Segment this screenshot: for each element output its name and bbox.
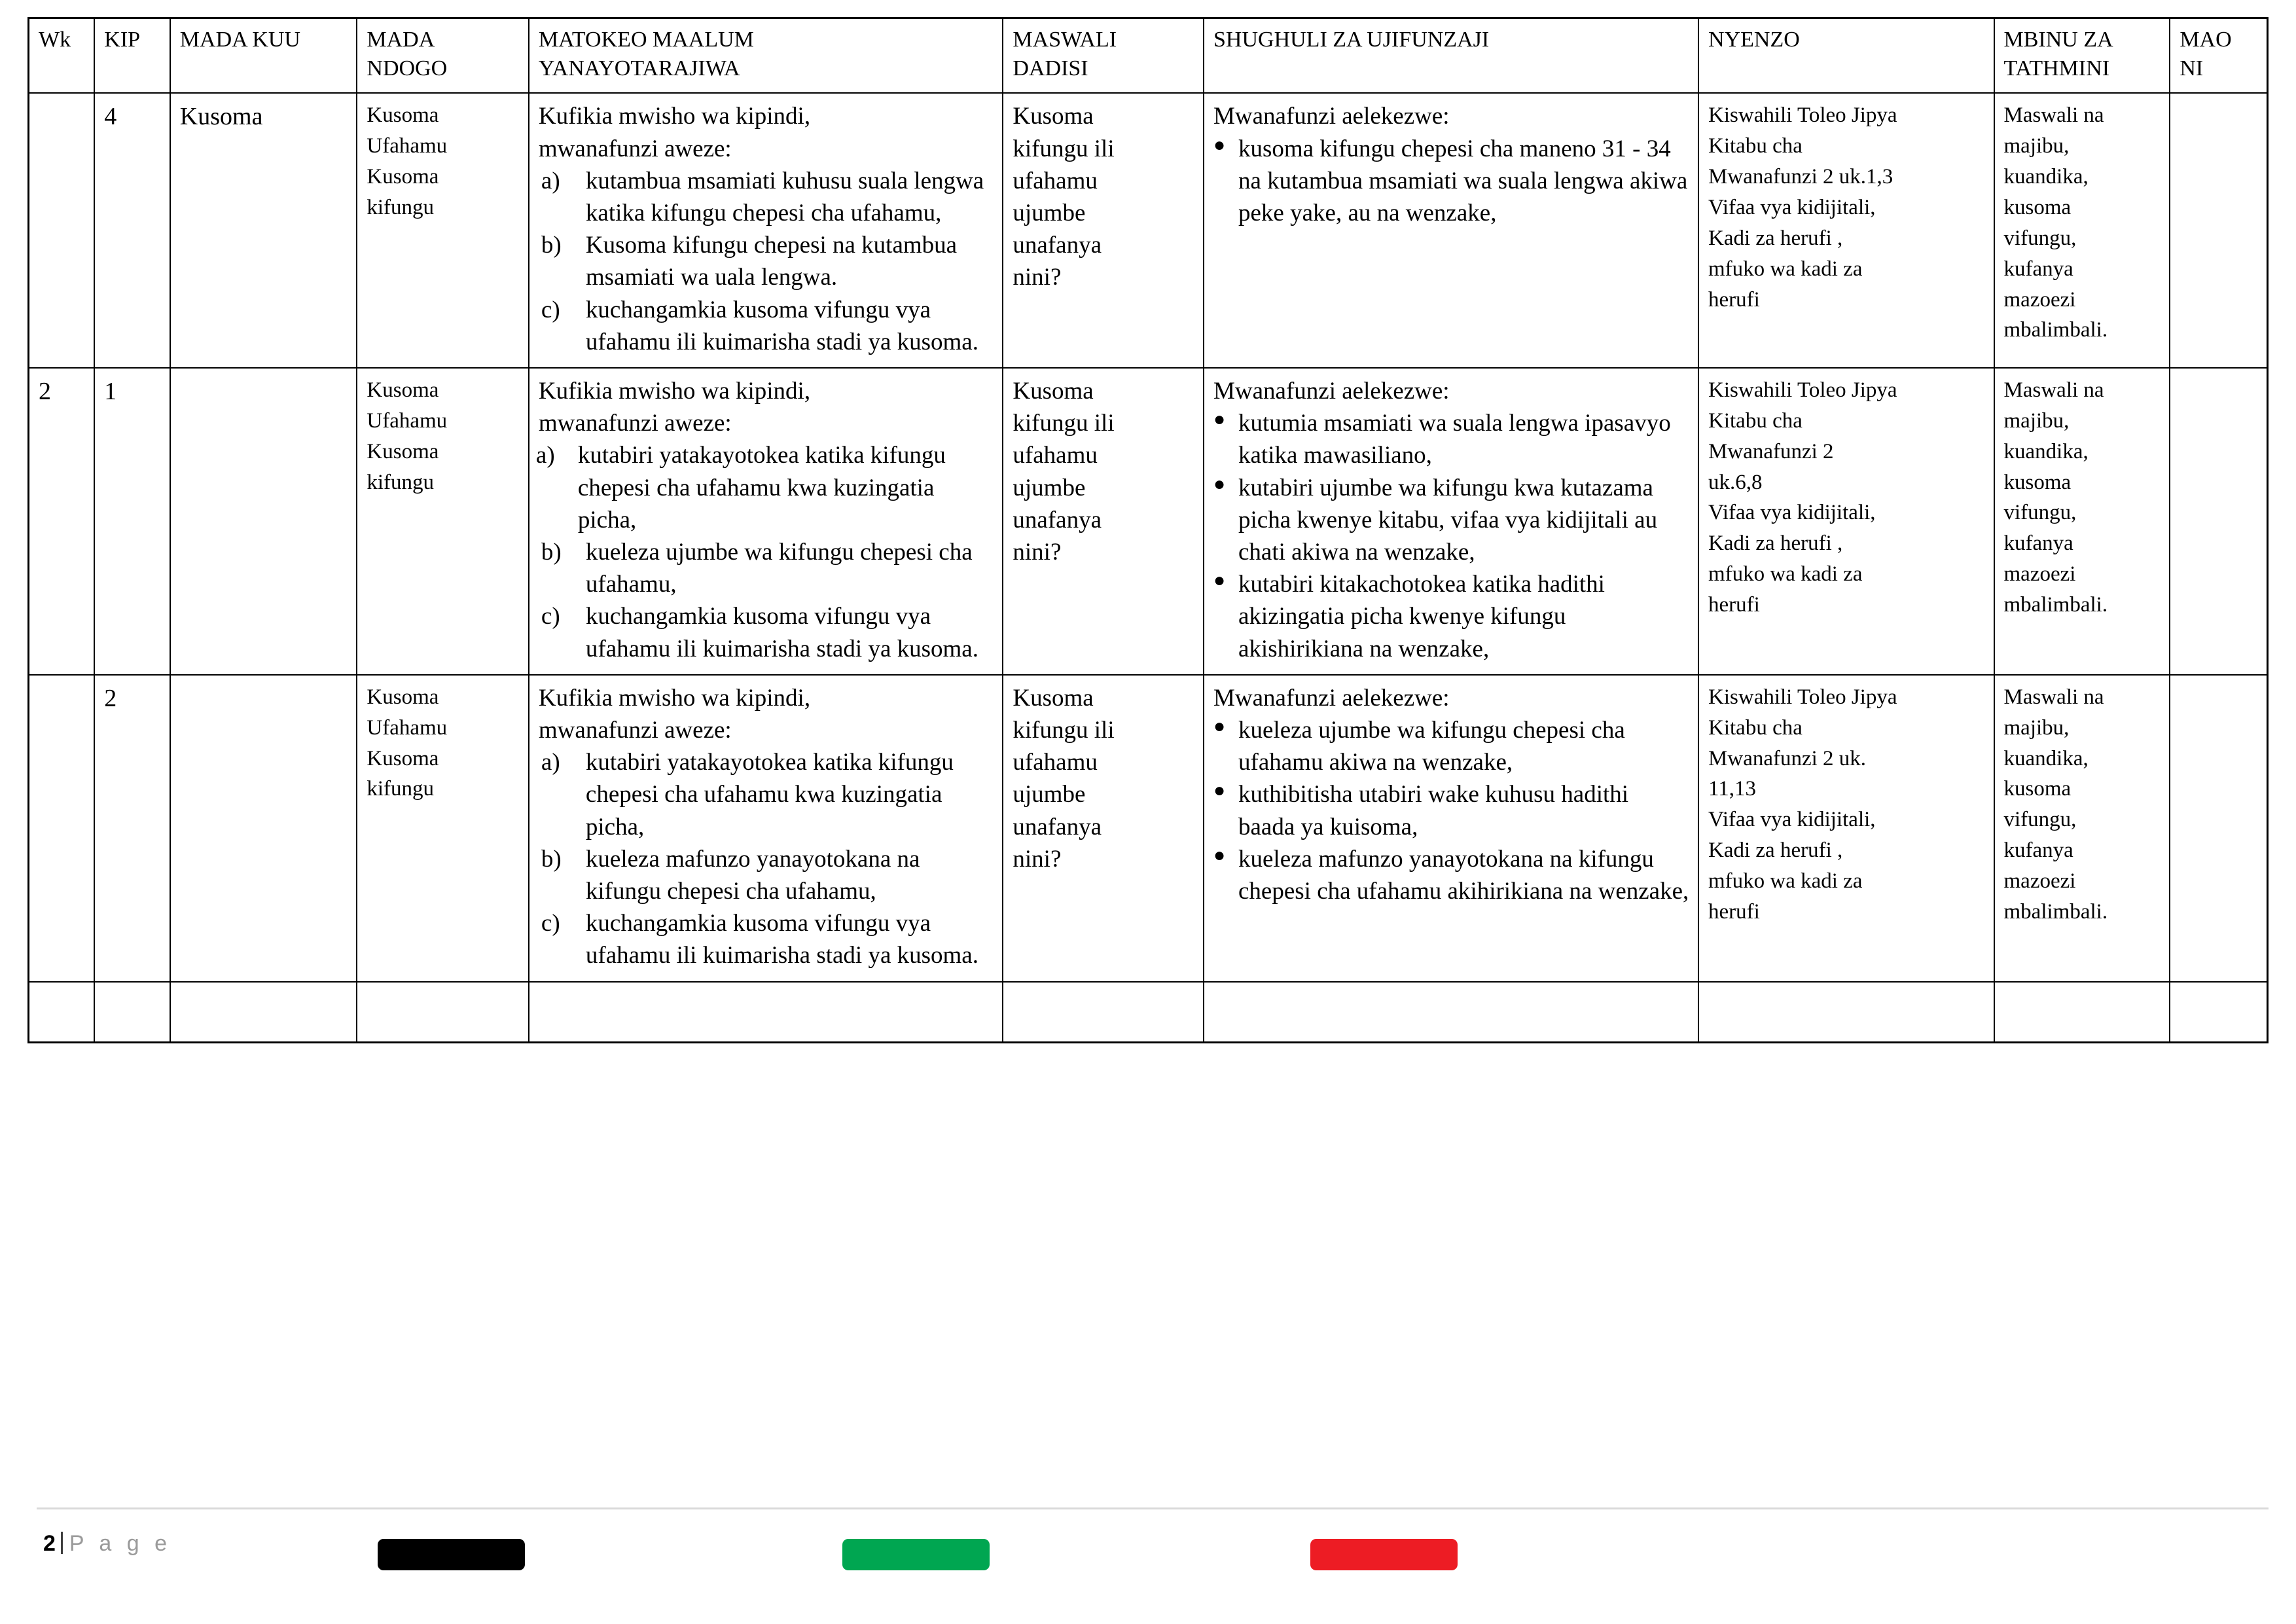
nyenzo-line: Vifaa vya kidijitali, <box>1708 195 1876 219</box>
nyenzo-line: herufi <box>1708 593 1760 617</box>
cell-matokeo <box>529 368 1003 675</box>
footer-color-bars <box>27 1539 2269 1578</box>
matokeo-lead-line: Kufikia mwisho wa kipindi, <box>538 684 811 712</box>
matokeo-list <box>539 165 995 358</box>
mada-ndogo-line: Kusoma <box>367 378 439 402</box>
list-marker: a) <box>541 167 560 194</box>
cell-nyenzo <box>1698 93 1994 368</box>
cell-maswali <box>1003 368 1204 675</box>
shughuli-lead: Mwanafunzi aelekezwe: <box>1213 378 1450 405</box>
mada-ndogo-line: Kusoma <box>367 746 439 770</box>
maswali-line: ujumbe <box>1013 199 1086 226</box>
cell-mada-kuu <box>170 368 357 675</box>
cell-kip <box>94 982 170 1043</box>
red-bar <box>1310 1539 1458 1570</box>
maswali-line: ujumbe <box>1013 474 1086 501</box>
list-marker: c) <box>541 296 560 323</box>
cell-maswali <box>1003 982 1204 1043</box>
mbinu-line: mbalimbali. <box>2003 899 2108 924</box>
nyenzo-line: uk.6,8 <box>1708 470 1763 494</box>
page-footer <box>27 1507 2269 1606</box>
list-text: kueleza mafunzo yanayotokana na kifungu chepesi cha ufahamu akihirikiana na wenzake, <box>1238 845 1689 905</box>
shughuli-list-item <box>1213 843 1690 907</box>
nyenzo-line: Kiswahili Toleo Jipya <box>1708 103 1897 128</box>
shughuli-list-item <box>1213 407 1690 471</box>
column-header-matokeo <box>529 18 1003 94</box>
matokeo-list-item <box>539 294 995 358</box>
cell-mada-kuu: Kusoma <box>170 93 357 368</box>
bullet-icon: ● <box>1213 569 1226 592</box>
cell-matokeo <box>529 675 1003 982</box>
maswali-line: nini? <box>1013 845 1062 873</box>
mbinu-line: mbalimbali. <box>2003 593 2108 617</box>
nyenzo-line: Kitabu cha <box>1708 715 1803 740</box>
nyenzo-line: Kitabu cha <box>1708 134 1803 158</box>
shughuli-list <box>1213 407 1690 665</box>
matokeo-list-item <box>539 746 995 843</box>
shughuli-list-item <box>1213 568 1690 665</box>
header-label-mada-ndogo-line2: NDOGO <box>367 56 448 81</box>
mada-ndogo-line: Ufahamu <box>367 408 448 433</box>
mada-ndogo-line: Ufahamu <box>367 134 448 158</box>
bullet-icon: ● <box>1213 134 1226 156</box>
list-text: kutambua msamiati kuhusu suala lengwa katika kifungu chepesi cha ufahamu, <box>585 167 984 226</box>
table-row <box>29 368 2268 675</box>
header-label-mbinu-line1: MBINU ZA <box>2003 27 2113 52</box>
matokeo-lead-line: Kufikia mwisho wa kipindi, <box>538 378 811 405</box>
maswali-line: nini? <box>1013 539 1062 566</box>
cell-mbinu <box>1994 675 2170 982</box>
column-header-mada-kuu <box>170 18 357 94</box>
shughuli-lead: Mwanafunzi aelekezwe: <box>1213 684 1450 712</box>
list-text: kutabiri yatakayotokea katika kifungu chepesi cha ufahamu kwa kuzingatia picha, <box>585 749 954 840</box>
cell-kip: 4 <box>94 93 170 368</box>
cell-maswali <box>1003 93 1204 368</box>
header-label-maoni-line2: NI <box>2179 56 2204 81</box>
mbinu-line: kusoma <box>2003 470 2072 494</box>
footer-divider <box>37 1507 2269 1509</box>
table-header-row <box>29 18 2268 94</box>
mbinu-line: kuandika, <box>2003 439 2089 463</box>
nyenzo-line: Kadi za herufi , <box>1708 839 1843 863</box>
header-label-matokeo-line1: MATOKEO MAALUM <box>538 27 754 52</box>
header-label-maswali-line2: DADISI <box>1013 56 1088 81</box>
cell-mada-ndogo <box>357 93 529 368</box>
mbinu-line: Maswali na <box>2003 378 2104 402</box>
header-label-kip: KIP <box>104 27 141 52</box>
maswali-line: kifungu ili <box>1013 410 1115 437</box>
mbinu-line: kufanya <box>2003 532 2073 556</box>
mbinu-line: kuandika, <box>2003 165 2089 189</box>
cell-maoni <box>2170 982 2267 1043</box>
matokeo-list-item <box>539 907 995 971</box>
mbinu-line: mbalimbali. <box>2003 318 2108 342</box>
mbinu-line: kufanya <box>2003 839 2073 863</box>
cell-wk <box>29 675 95 982</box>
nyenzo-line: Mwanafunzi 2 uk. <box>1708 746 1867 770</box>
bullet-icon: ● <box>1213 473 1226 495</box>
cell-wk <box>29 982 95 1043</box>
nyenzo-line: herufi <box>1708 899 1760 924</box>
mbinu-line: majibu, <box>2003 715 2070 740</box>
mada-ndogo-line: kifungu <box>367 777 435 801</box>
list-text: kuchangamkia kusoma vifungu vya ufahamu ili kuimarisha stadi ya kusoma. <box>585 296 978 355</box>
mbinu-line: majibu, <box>2003 134 2070 158</box>
list-text: kuthibitisha utabiri wake kuhusu hadithi baada ya kuisoma, <box>1238 781 1629 840</box>
page-word-label: P a g e <box>69 1531 172 1556</box>
mada-ndogo-line: Kusoma <box>367 165 439 189</box>
column-header-wk <box>29 18 95 94</box>
cell-nyenzo <box>1698 675 1994 982</box>
nyenzo-line: Kiswahili Toleo Jipya <box>1708 378 1897 402</box>
list-text: kutabiri ujumbe wa kifungu kwa kutazama picha kwenye kitabu, vifaa vya kidijitali au chati akiwa na wenzake, <box>1238 474 1658 566</box>
list-marker: b) <box>541 845 562 873</box>
nyenzo-line: mfuko wa kadi za <box>1708 562 1863 586</box>
cell-maoni <box>2170 368 2267 675</box>
mbinu-line: vifungu, <box>2003 501 2077 525</box>
mada-ndogo-line: kifungu <box>367 470 435 494</box>
matokeo-list-item <box>539 165 995 229</box>
shughuli-list-item <box>1213 133 1690 230</box>
matokeo-list <box>539 746 995 971</box>
maswali-line: ufahamu <box>1013 442 1098 469</box>
cell-nyenzo <box>1698 982 1994 1043</box>
mbinu-line: kusoma <box>2003 195 2072 219</box>
nyenzo-line: Mwanafunzi 2 uk.1,3 <box>1708 165 1893 189</box>
list-marker: b) <box>541 232 562 259</box>
maswali-line: unafanya <box>1013 506 1102 533</box>
table-row-empty <box>29 982 2268 1043</box>
shughuli-list-item <box>1213 714 1690 778</box>
header-label-wk: Wk <box>39 27 71 52</box>
header-label-shughuli: SHUGHULI ZA UJIFUNZAJI <box>1213 27 1490 52</box>
cell-mada-kuu <box>170 982 357 1043</box>
scheme-of-work-table <box>27 17 2269 1043</box>
nyenzo-line: Kitabu cha <box>1708 408 1803 433</box>
nyenzo-line: mfuko wa kadi za <box>1708 257 1863 281</box>
list-text: kuchangamkia kusoma vifungu vya ufahamu ili kuimarisha stadi ya kusoma. <box>585 603 978 662</box>
cell-shughuli <box>1204 93 1698 368</box>
header-label-mbinu-line2: TATHMINI <box>2003 56 2110 81</box>
nyenzo-line: Vifaa vya kidijitali, <box>1708 808 1876 832</box>
list-text: kuchangamkia kusoma vifungu vya ufahamu ili kuimarisha stadi ya kusoma. <box>585 910 978 969</box>
matokeo-list-item <box>539 843 995 907</box>
nyenzo-line: Kadi za herufi , <box>1708 532 1843 556</box>
maswali-line: ufahamu <box>1013 167 1098 194</box>
maswali-line: unafanya <box>1013 813 1102 840</box>
cell-matokeo <box>529 93 1003 368</box>
list-marker: b) <box>541 539 562 566</box>
mbinu-line: Maswali na <box>2003 685 2104 709</box>
list-text: kueleza mafunzo yanayotokana na kifungu chepesi cha ufahamu, <box>585 845 920 905</box>
green-bar <box>842 1539 990 1570</box>
list-text: kueleza ujumbe wa kifungu chepesi cha ufahamu, <box>585 539 973 598</box>
cell-shughuli <box>1204 368 1698 675</box>
bullet-icon: ● <box>1213 715 1226 738</box>
matokeo-lead-line: mwanafunzi aweze: <box>538 717 732 744</box>
list-marker: a) <box>541 749 560 776</box>
cell-nyenzo <box>1698 368 1994 675</box>
mbinu-line: Maswali na <box>2003 103 2104 128</box>
matokeo-lead-line: Kufikia mwisho wa kipindi, <box>538 103 811 130</box>
maswali-line: Kusoma <box>1013 684 1094 712</box>
mada-ndogo-line: Kusoma <box>367 685 439 709</box>
mbinu-line: kuandika, <box>2003 746 2089 770</box>
column-header-maoni <box>2170 18 2267 94</box>
nyenzo-line: Kiswahili Toleo Jipya <box>1708 685 1897 709</box>
mbinu-line: kufanya <box>2003 257 2073 281</box>
nyenzo-line: 11,13 <box>1708 777 1757 801</box>
nyenzo-line: Mwanafunzi 2 <box>1708 439 1834 463</box>
shughuli-list <box>1213 133 1690 230</box>
matokeo-list-item <box>535 439 995 536</box>
list-text: kueleza ujumbe wa kifungu chepesi cha ufahamu akiwa na wenzake, <box>1238 717 1625 776</box>
page-number-value: 2 <box>43 1531 56 1556</box>
matokeo-list-item <box>539 229 995 293</box>
mbinu-line: mazoezi <box>2003 287 2076 312</box>
table-body <box>29 93 2268 1042</box>
cell-mada-ndogo <box>357 368 529 675</box>
cell-maswali <box>1003 675 1204 982</box>
list-text: Kusoma kifungu chepesi na kutambua msamiati wa uala lengwa. <box>585 232 958 291</box>
cell-wk <box>29 93 95 368</box>
matokeo-list-item <box>539 536 995 600</box>
column-header-mbinu <box>1994 18 2170 94</box>
bullet-icon: ● <box>1213 844 1226 866</box>
shughuli-list <box>1213 714 1690 907</box>
nyenzo-line: Vifaa vya kidijitali, <box>1708 501 1876 525</box>
list-marker: c) <box>541 603 560 630</box>
shughuli-lead: Mwanafunzi aelekezwe: <box>1213 103 1450 130</box>
mada-ndogo-line: Kusoma <box>367 439 439 463</box>
matokeo-lead-line: mwanafunzi aweze: <box>538 135 732 162</box>
cell-matokeo <box>529 982 1003 1043</box>
list-text: kutabiri yatakayotokea katika kifungu chepesi cha ufahamu kwa kuzingatia picha, <box>577 442 946 533</box>
header-label-mada-ndogo-line1: MADA <box>367 27 435 52</box>
table-row <box>29 675 2268 982</box>
cell-mada-ndogo <box>357 675 529 982</box>
matokeo-list-item <box>539 600 995 664</box>
mada-ndogo-line: Ufahamu <box>367 715 448 740</box>
column-header-kip <box>94 18 170 94</box>
cell-kip: 2 <box>94 675 170 982</box>
matokeo-lead-line: mwanafunzi aweze: <box>538 410 732 437</box>
nyenzo-line: Kadi za herufi , <box>1708 226 1843 250</box>
maswali-line: nini? <box>1013 264 1062 291</box>
maswali-line: kifungu ili <box>1013 135 1115 162</box>
header-label-mada-kuu: MADA KUU <box>179 27 300 52</box>
table-row <box>29 93 2268 368</box>
mbinu-line: mazoezi <box>2003 562 2076 586</box>
cell-maoni <box>2170 93 2267 368</box>
bullet-icon: ● <box>1213 408 1226 431</box>
cell-mbinu <box>1994 93 2170 368</box>
nyenzo-line: mfuko wa kadi za <box>1708 869 1863 893</box>
list-text: kusoma kifungu chepesi cha maneno 31 - 34 na kutambua msamiati wa suala lengwa akiwa peke yake, au na wenzake, <box>1238 135 1688 226</box>
cell-mada-ndogo <box>357 982 529 1043</box>
nyenzo-line: herufi <box>1708 287 1760 312</box>
list-text: kutumia msamiati wa suala lengwa ipasavyo katika mawasiliano, <box>1238 410 1671 469</box>
header-label-maoni-line1: MAO <box>2179 27 2232 52</box>
mbinu-line: kusoma <box>2003 777 2072 801</box>
list-marker: c) <box>541 910 560 937</box>
maswali-line: Kusoma <box>1013 378 1094 405</box>
cell-wk: 2 <box>29 368 95 675</box>
maswali-line: Kusoma <box>1013 103 1094 130</box>
mbinu-line: vifungu, <box>2003 808 2077 832</box>
cell-shughuli <box>1204 982 1698 1043</box>
maswali-line: ufahamu <box>1013 749 1098 776</box>
column-header-nyenzo <box>1698 18 1994 94</box>
cell-maoni <box>2170 675 2267 982</box>
cell-kip: 1 <box>94 368 170 675</box>
header-label-matokeo-line2: YANAYOTARAJIWA <box>538 56 740 81</box>
list-marker: a) <box>535 442 555 469</box>
cell-mbinu <box>1994 982 2170 1043</box>
bullet-icon: ● <box>1213 780 1226 802</box>
column-header-shughuli <box>1204 18 1698 94</box>
cell-mbinu <box>1994 368 2170 675</box>
header-label-nyenzo: NYENZO <box>1708 27 1800 52</box>
list-text: kutabiri kitakachotokea katika hadithi akizingatia picha kwenye kifungu akishirikiana na wenzake, <box>1238 571 1605 662</box>
matokeo-list <box>535 439 995 664</box>
column-header-mada-ndogo <box>357 18 529 94</box>
mbinu-line: majibu, <box>2003 408 2070 433</box>
black-bar <box>378 1539 525 1570</box>
mbinu-line: mazoezi <box>2003 869 2076 893</box>
column-header-maswali <box>1003 18 1204 94</box>
cell-shughuli <box>1204 675 1698 982</box>
maswali-line: ujumbe <box>1013 781 1086 808</box>
shughuli-list-item <box>1213 472 1690 569</box>
shughuli-list-item <box>1213 778 1690 842</box>
header-label-maswali-line1: MASWALI <box>1013 27 1117 52</box>
maswali-line: kifungu ili <box>1013 717 1115 744</box>
mada-ndogo-line: kifungu <box>367 195 435 219</box>
maswali-line: unafanya <box>1013 232 1102 259</box>
cell-mada-kuu <box>170 675 357 982</box>
mbinu-line: vifungu, <box>2003 226 2077 250</box>
mada-ndogo-line: Kusoma <box>367 103 439 128</box>
